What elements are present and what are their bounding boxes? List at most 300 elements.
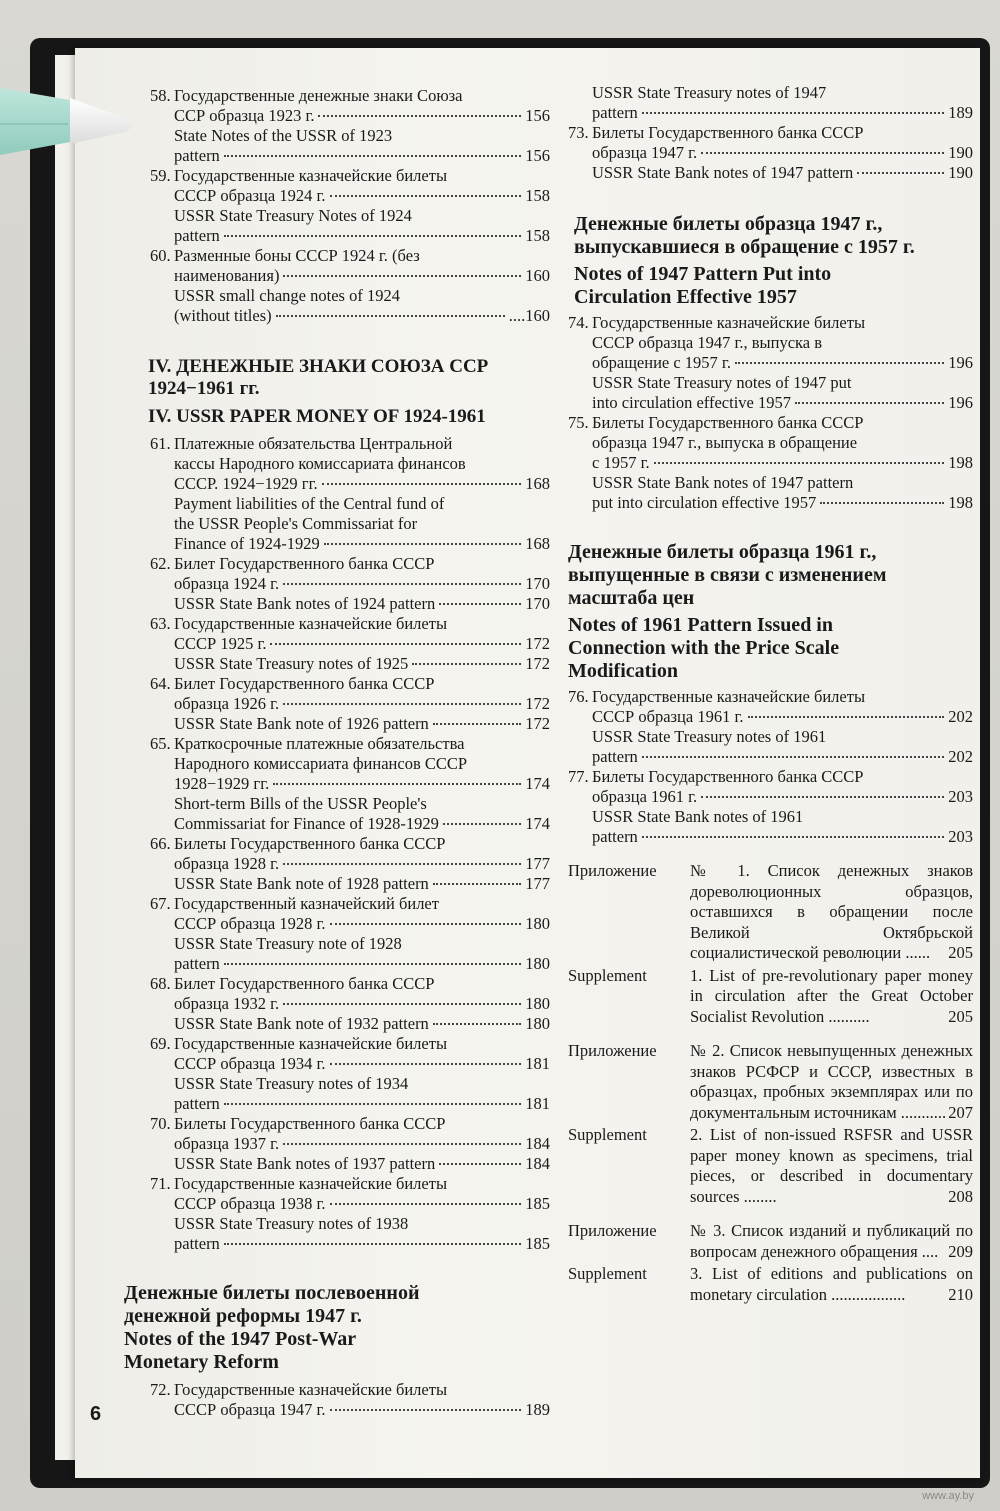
- toc-page-number: 196: [948, 393, 973, 412]
- dot-leader: [318, 114, 521, 117]
- toc-page-number: ....160: [508, 306, 550, 325]
- toc-entry-last-line: [592, 747, 973, 767]
- toc-page-number: 168: [525, 474, 550, 493]
- toc-entry-title: обращение с 1957 г.: [592, 353, 731, 372]
- toc-entry-number: 67.: [150, 894, 171, 913]
- toc-entry-title: СССР образца 1934 г.: [174, 1054, 326, 1073]
- right-column: [568, 83, 973, 1319]
- heading-1947-en: Notes of the 1947 Post-War Monetary Reform: [124, 1328, 356, 1373]
- toc-entry: [150, 1014, 550, 1034]
- toc-entry-title: pattern: [174, 1234, 220, 1253]
- supplement-text: № 2. Список невыпущенных денежных знаков РСФСР и СССР, известных в образцах, пробных экземплярах или по документальным источникам ...........: [690, 1041, 973, 1122]
- toc-entry-line: кассы Народного комиссариата финансов: [174, 454, 466, 473]
- supplement-body: [690, 1264, 973, 1305]
- toc-entry: [150, 434, 550, 494]
- toc-entry-title: СССР образца 1928 г.: [174, 914, 326, 933]
- toc-entry-title: USSR State Bank note of 1926 pattern: [174, 714, 429, 733]
- heading-1957-ru: Денежные билеты образца 1947 г., выпускавшиеся в обращение с 1957 г.: [574, 213, 915, 258]
- toc-entry: [150, 974, 550, 1014]
- toc-entry-line: USSR small change notes of 1924: [174, 286, 400, 305]
- toc-entry-text: Государственные казначейские билеты: [174, 166, 448, 185]
- toc-entry-last-line: [174, 266, 550, 286]
- toc-entry-title: СССР образца 1947 г.: [174, 1400, 326, 1419]
- toc-entry-last-line: [592, 353, 973, 373]
- toc-entry-line: USSR State Treasury notes of 1947: [592, 83, 827, 102]
- toc-entry-title: образца 1928 г.: [174, 854, 280, 873]
- toc-entry-title: с 1957 г.: [592, 453, 650, 472]
- toc-page-number: 180: [525, 1014, 550, 1033]
- toc-page-number: 198: [948, 453, 973, 472]
- supplements-list: [568, 861, 973, 1305]
- toc-entry: [568, 373, 973, 413]
- toc-entry-title: образца 1932 г.: [174, 994, 280, 1013]
- dot-leader: [270, 642, 521, 645]
- dot-leader: [224, 1242, 521, 1245]
- toc-entry-last-line: [174, 146, 550, 166]
- section-iv-en-heading: IV. USSR PAPER MONEY OF 1924-1961: [148, 406, 486, 427]
- supplement-text: № 3. Список изданий и публикаций по вопросам денежного обращения ....: [690, 1221, 973, 1261]
- toc-entry-last-line: [174, 814, 550, 834]
- toc-entry-title: pattern: [592, 827, 638, 846]
- toc-entry-title: образца 1961 г.: [592, 787, 698, 806]
- supplement-page-number: 210: [948, 1284, 973, 1304]
- dot-leader: [330, 922, 522, 925]
- toc-entry-text: Билеты Государственного банка СССР: [592, 767, 864, 786]
- toc-group-right-c: [568, 687, 973, 847]
- toc-page-number: 180: [525, 954, 550, 973]
- toc-entry-line: the USSR People's Commissariat for: [174, 514, 418, 533]
- toc-entry: [150, 894, 550, 934]
- toc-entry-title: USSR State Bank note of 1932 pattern: [174, 1014, 429, 1033]
- supplement-entry: [568, 966, 973, 1028]
- toc-entry: [150, 834, 550, 874]
- supplement-tag: Supplement: [568, 1264, 647, 1283]
- toc-entry-text: Билеты Государственного банка СССР: [592, 123, 864, 142]
- toc-entry: [150, 286, 550, 326]
- toc-page-number: 172: [525, 694, 550, 713]
- toc-entry: [568, 727, 973, 767]
- toc-entry-title: СССР. 1924−1929 гг.: [174, 474, 318, 493]
- supplement-page-number: 207: [948, 1102, 973, 1122]
- toc-entry-line: [150, 86, 550, 106]
- toc-entry-number: 60.: [150, 246, 171, 265]
- toc-entry: [150, 86, 550, 126]
- toc-entry-last-line: [174, 714, 550, 734]
- toc-entry: [150, 734, 550, 794]
- toc-entry-line: [568, 767, 973, 787]
- toc-page-number: 202: [948, 747, 973, 766]
- toc-entry-line: [150, 894, 550, 914]
- supplement-body: [690, 861, 973, 964]
- toc-page-number: 184: [525, 1134, 550, 1153]
- dot-leader: [330, 1062, 522, 1065]
- toc-entry-last-line: [174, 914, 550, 934]
- toc-page-number: 156: [525, 146, 550, 165]
- toc-page-number: 181: [525, 1094, 550, 1113]
- toc-entry-title: образца 1947 г.: [592, 143, 698, 162]
- toc-entry-last-line: [174, 1134, 550, 1154]
- toc-group-right-a: [568, 83, 973, 183]
- toc-entry-text: Государственные денежные знаки Союза: [174, 86, 463, 105]
- toc-page-number: 156: [525, 106, 550, 125]
- toc-page-number: 184: [525, 1154, 550, 1173]
- toc-page-number: 203: [948, 787, 973, 806]
- dot-leader: [857, 171, 944, 174]
- toc-entry-line: [150, 614, 550, 634]
- toc-entry-text: Платежные обязательства Центральной: [174, 434, 453, 453]
- toc-entry-title: наименования): [174, 266, 280, 285]
- toc-entry-title: into circulation effective 1957: [592, 393, 791, 412]
- toc-entry-line: Payment liabilities of the Central fund of: [174, 494, 445, 513]
- toc-page-number: 177: [525, 874, 550, 893]
- dot-leader: [820, 501, 944, 504]
- toc-entry-line: [150, 834, 550, 854]
- toc-entry-line: USSR State Treasury Notes of 1924: [174, 206, 412, 225]
- dot-leader: [748, 715, 945, 718]
- toc-entry-title: pattern: [592, 103, 638, 122]
- toc-entry: [150, 594, 550, 614]
- toc-group-left-b: [150, 434, 550, 1254]
- toc-entry: [568, 687, 973, 727]
- toc-entry: [150, 1214, 550, 1254]
- supplement-text: 3. List of editions and publications on monetary circulation ..................: [690, 1264, 973, 1304]
- supplement-tag: Supplement: [568, 965, 647, 985]
- toc-entry-number: 64.: [150, 674, 171, 693]
- toc-group-left-a: [150, 86, 550, 326]
- dot-leader: [642, 111, 944, 114]
- dot-leader: [224, 234, 521, 237]
- toc-entry-text: Государственные казначейские билеты: [174, 1034, 448, 1053]
- toc-entry-last-line: [174, 1014, 550, 1034]
- dot-leader: [283, 582, 521, 585]
- supplement-page-number: 208: [948, 1186, 973, 1206]
- toc-entry-title: образца 1926 г.: [174, 694, 280, 713]
- supplement-body: [690, 1221, 973, 1262]
- toc-page-number: 189: [525, 1400, 550, 1419]
- toc-entry-number: 74.: [568, 313, 589, 332]
- toc-entry-text: Билеты Государственного банка СССР: [174, 834, 446, 853]
- dot-leader: [283, 274, 521, 277]
- toc-entry-number: 72.: [150, 1380, 171, 1399]
- toc-entry-text: Государственный казначейский билет: [174, 894, 439, 913]
- dot-leader: [324, 542, 522, 545]
- toc-entry-line: [150, 1174, 550, 1194]
- toc-entry-last-line: [174, 106, 550, 126]
- toc-entry-title: pattern: [174, 226, 220, 245]
- dot-leader: [412, 662, 521, 665]
- toc-entry-text: Государственные казначейские билеты: [592, 313, 866, 332]
- toc-entry-number: 77.: [568, 767, 589, 786]
- dot-leader: [322, 482, 522, 485]
- toc-entry-last-line: [174, 874, 550, 894]
- toc-entry-last-line: [174, 594, 550, 614]
- toc-entry-title: СССР 1925 г.: [174, 634, 267, 653]
- dot-leader: [443, 822, 521, 825]
- toc-page-number: 158: [525, 226, 550, 245]
- toc-entry-number: 59.: [150, 166, 171, 185]
- toc-entry-line: [568, 413, 973, 433]
- toc-page-number: 170: [525, 574, 550, 593]
- supplement-tag: Приложение: [568, 861, 657, 880]
- toc-entry-last-line: [174, 694, 550, 714]
- toc-page-number: 190: [948, 143, 973, 162]
- toc-page-number: 172: [525, 714, 550, 733]
- toc-entry-line: Народного комиссариата финансов СССР: [174, 754, 468, 773]
- toc-entry-line: [150, 674, 550, 694]
- toc-entry: [150, 1380, 550, 1420]
- toc-entry-line: State Notes of the USSR of 1923: [174, 126, 393, 145]
- toc-entry-title: pattern: [174, 954, 220, 973]
- supplement-entry: [568, 1264, 973, 1305]
- toc-page-number: 177: [525, 854, 550, 873]
- toc-page-number: 190: [948, 163, 973, 182]
- toc-entry-last-line: [174, 1234, 550, 1254]
- toc-entry-last-line: [592, 143, 973, 163]
- toc-entry: [150, 246, 550, 286]
- toc-page-number: 172: [525, 634, 550, 653]
- toc-entry-title: Commissariat for Finance of 1928-1929: [174, 814, 439, 833]
- toc-entry-last-line: [174, 574, 550, 594]
- toc-entry-number: 65.: [150, 734, 171, 753]
- dot-leader: [273, 782, 521, 785]
- supplement-body: [690, 1125, 973, 1207]
- toc-page-number: 180: [525, 914, 550, 933]
- pen-cap-icon: [0, 80, 145, 160]
- toc-entry-line: [150, 974, 550, 994]
- toc-page-number: 172: [525, 654, 550, 673]
- supplement-tag: Приложение: [568, 1041, 657, 1060]
- toc-entry-number: 71.: [150, 1174, 171, 1193]
- toc-entry-text: Билет Государственного банка СССР: [174, 974, 435, 993]
- left-column: [124, 86, 550, 1420]
- toc-entry-text: Краткосрочные платежные обязательства: [174, 734, 465, 753]
- toc-entry-title: СССР образца 1961 г.: [592, 707, 744, 726]
- toc-entry-number: 69.: [150, 1034, 171, 1053]
- dot-leader: [283, 862, 521, 865]
- supplement-tag: Supplement: [568, 1125, 647, 1144]
- toc-entry-title: 1928−1929 гг.: [174, 774, 270, 793]
- toc-entry: [150, 554, 550, 594]
- toc-entry-title: pattern: [174, 1094, 220, 1113]
- toc-entry-title: (without titles): [174, 306, 272, 325]
- toc-entry-line: [150, 734, 550, 754]
- toc-entry-title: образца 1924 г.: [174, 574, 280, 593]
- toc-entry-title: образца 1937 г.: [174, 1134, 280, 1153]
- toc-entry-text: Билет Государственного банка СССР: [174, 554, 435, 573]
- dot-leader: [283, 702, 521, 705]
- toc-page-number: 180: [525, 994, 550, 1013]
- section-iv-ru-heading: IV. ДЕНЕЖНЫЕ ЗНАКИ СОЮЗА ССР 1924−1961 гг.: [148, 356, 489, 399]
- heading-1961-ru: Денежные билеты образца 1961 г., выпущенные в связи с изменением масштаба цен: [568, 541, 887, 609]
- toc-entry-line: [150, 246, 550, 266]
- dot-leader: [330, 1202, 522, 1205]
- dot-leader: [701, 151, 944, 154]
- toc-entry: [150, 654, 550, 674]
- toc-entry: [150, 934, 550, 974]
- toc-entry-line: USSR State Treasury notes of 1934: [174, 1074, 409, 1093]
- toc-entry-text: Государственные казначейские билеты: [174, 1380, 448, 1399]
- toc-entry-title: Finance of 1924-1929: [174, 534, 320, 553]
- supplement-text: № 1. Список денежных знаков дореволюционных образцов, оставшихся в обращении после Великой Октябрьской социалистической революции ......: [690, 861, 973, 962]
- toc-entry-last-line: [592, 493, 973, 513]
- toc-entry-last-line: [174, 1054, 550, 1074]
- toc-entry-line: Short-term Bills of the USSR People's: [174, 794, 427, 813]
- toc-entry: [150, 206, 550, 246]
- toc-entry: [150, 1174, 550, 1214]
- toc-entry: [150, 1154, 550, 1174]
- toc-entry-text: Билет Государственного банка СССР: [174, 674, 435, 693]
- dot-leader: [654, 461, 945, 464]
- dot-leader: [276, 314, 505, 317]
- toc-entry-last-line: [592, 163, 973, 183]
- toc-entry-last-line: [174, 226, 550, 246]
- toc-entry-title: pattern: [592, 747, 638, 766]
- toc-entry-last-line: [592, 393, 973, 413]
- toc-group-right-b: [568, 313, 973, 513]
- dot-leader: [224, 154, 521, 157]
- toc-entry-line: [568, 313, 973, 333]
- dot-leader: [642, 755, 944, 758]
- toc-entry: [150, 1034, 550, 1074]
- dot-leader: [735, 361, 944, 364]
- toc-entry: [150, 614, 550, 654]
- toc-entry: [150, 166, 550, 206]
- dot-leader: [439, 602, 521, 605]
- toc-entry-last-line: [592, 707, 973, 727]
- toc-entry-title: USSR State Bank notes of 1947 pattern: [592, 163, 854, 182]
- toc-entry-last-line: [174, 1154, 550, 1174]
- toc-entry-text: Государственные казначейские билеты: [174, 614, 448, 633]
- toc-entry-line: [150, 554, 550, 574]
- toc-page-number: 168: [525, 534, 550, 553]
- dot-leader: [439, 1162, 521, 1165]
- supplement-body: [690, 966, 973, 1028]
- toc-entry-line: [150, 1034, 550, 1054]
- toc-entry-text: Билеты Государственного банка СССР: [592, 413, 864, 432]
- toc-entry-line: USSR State Bank notes of 1947 pattern: [592, 473, 854, 492]
- toc-entry-title: USSR State Bank notes of 1937 pattern: [174, 1154, 436, 1173]
- toc-entry-line: USSR State Treasury notes of 1961: [592, 727, 827, 746]
- toc-entry-last-line: [174, 954, 550, 974]
- toc-page-number: 174: [525, 814, 550, 833]
- toc-entry-title: pattern: [174, 146, 220, 165]
- toc-entry-line: USSR State Treasury notes of 1947 put: [592, 373, 852, 392]
- toc-entry-last-line: [174, 534, 550, 554]
- heading-1957-en: Notes of 1947 Pattern Put into Circulation Effective 1957: [574, 263, 832, 308]
- toc-entry-last-line: [592, 787, 973, 807]
- toc-entry-line: [568, 123, 973, 143]
- dot-leader: [330, 194, 522, 197]
- toc-entry: [150, 874, 550, 894]
- toc-entry-last-line: [174, 1194, 550, 1214]
- toc-entry: [150, 126, 550, 166]
- toc-entry: [150, 714, 550, 734]
- toc-entry: [150, 794, 550, 834]
- toc-entry-line: СССР образца 1947 г., выпуска в: [592, 333, 823, 352]
- dot-leader: [701, 795, 944, 798]
- toc-page-number: 202: [948, 707, 973, 726]
- toc-entry-text: Государственные казначейские билеты: [592, 687, 866, 706]
- dot-leader: [283, 1002, 521, 1005]
- toc-entry: [568, 313, 973, 373]
- toc-entry-title: ССР образца 1923 г.: [174, 106, 315, 125]
- supplement-body: [690, 1041, 973, 1123]
- toc-entry-text: Государственные казначейские билеты: [174, 1174, 448, 1193]
- toc-entry-line: [150, 1114, 550, 1134]
- toc-entry-last-line: [174, 306, 550, 326]
- supplement-text: 1. List of pre-revolutionary paper money in circulation after the Great October Socialist Revolution ..........: [690, 965, 973, 1026]
- toc-entry: [568, 473, 973, 513]
- toc-entry-title: USSR State Treasury notes of 1925: [174, 654, 409, 673]
- toc-entry-last-line: [592, 103, 973, 123]
- supplement-entry: [568, 1041, 973, 1123]
- toc-entry-title: USSR State Bank notes of 1924 pattern: [174, 594, 436, 613]
- toc-entry-number: 75.: [568, 413, 589, 432]
- toc-entry-title: СССР образца 1924 г.: [174, 186, 326, 205]
- toc-entry: [150, 1074, 550, 1114]
- toc-entry-line: образца 1947 г., выпуска в обращение: [592, 433, 858, 452]
- page-number: 6: [90, 1403, 102, 1425]
- supplement-page-number: 205: [948, 1006, 973, 1026]
- heading-1947-ru: Денежные билеты послевоенной денежной реформы 1947 г.: [124, 1282, 420, 1327]
- toc-page-number: 189: [948, 103, 973, 122]
- toc-entry-number: 76.: [568, 687, 589, 706]
- supplement-page-number: 209: [948, 1241, 973, 1261]
- dot-leader: [795, 401, 944, 404]
- toc-entry-number: 68.: [150, 974, 171, 993]
- supplement-tag: Приложение: [568, 1221, 657, 1240]
- toc-page-number: 174: [525, 774, 550, 793]
- supplement-text: 2. List of non-issued RSFSR and USSR paper money known as specimens, trial pieces, or described in documentary sources ........: [690, 1125, 973, 1206]
- dot-leader: [224, 962, 521, 965]
- toc-entry-last-line: [174, 634, 550, 654]
- dot-leader: [330, 1408, 522, 1411]
- toc-entry-number: 73.: [568, 123, 589, 142]
- toc-entry-last-line: [174, 1094, 550, 1114]
- supplement-entry: [568, 1125, 973, 1207]
- dot-leader: [283, 1142, 521, 1145]
- supplement-entry: [568, 861, 973, 964]
- toc-entry: [568, 163, 973, 183]
- toc-entry-last-line: [174, 854, 550, 874]
- toc-entry-text: Билеты Государственного банка СССР: [174, 1114, 446, 1133]
- toc-entry-number: 61.: [150, 434, 171, 453]
- toc-entry-last-line: [174, 994, 550, 1014]
- supplement-entry: [568, 1221, 973, 1262]
- toc-page-number: 185: [525, 1234, 550, 1253]
- toc-entry-number: 63.: [150, 614, 171, 633]
- toc-entry-title: put into circulation effective 1957: [592, 493, 817, 512]
- toc-page-number: 170: [525, 594, 550, 613]
- toc-entry-number: 66.: [150, 834, 171, 853]
- toc-entry: [568, 83, 973, 123]
- toc-entry: [568, 807, 973, 847]
- supplement-page-number: 205: [948, 943, 973, 962]
- toc-entry: [150, 1114, 550, 1154]
- watermark: www.ay.by: [922, 1490, 974, 1502]
- toc-entry-last-line: [592, 453, 973, 473]
- toc-entry: [568, 413, 973, 473]
- toc-entry-number: 58.: [150, 86, 171, 105]
- toc-entry: [568, 767, 973, 807]
- toc-entry-last-line: [592, 827, 973, 847]
- toc-entry-last-line: [174, 474, 550, 494]
- toc-page-number: 160: [525, 266, 550, 285]
- dot-leader: [642, 835, 944, 838]
- dot-leader: [433, 1022, 521, 1025]
- dot-leader: [433, 722, 521, 725]
- toc-entry-line: [150, 434, 550, 454]
